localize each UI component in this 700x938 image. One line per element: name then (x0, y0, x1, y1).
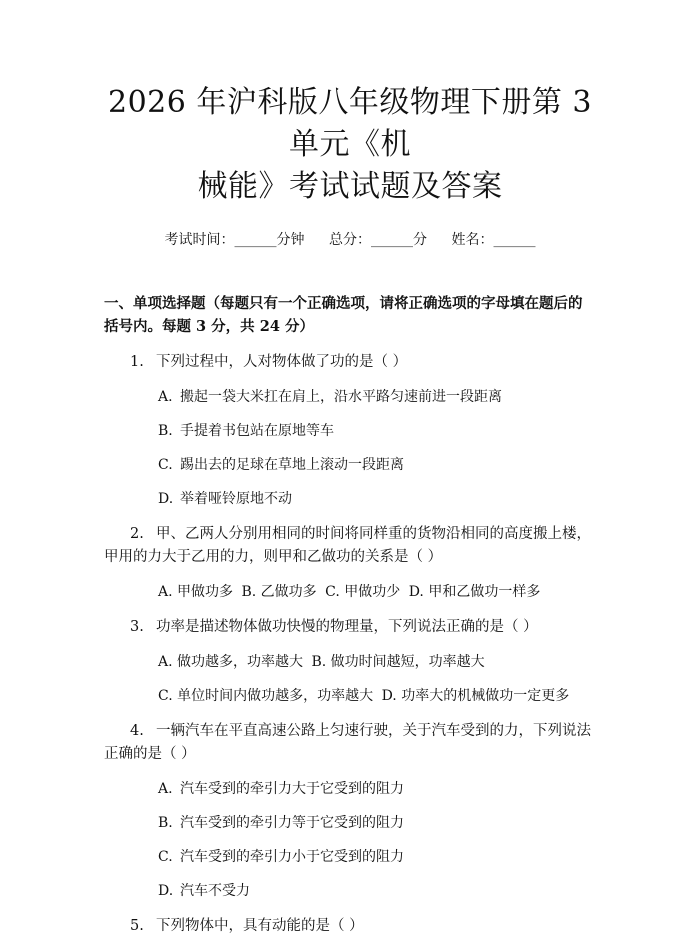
option-2a (158, 584, 233, 600)
question-text: 一辆汽车在平直高速公路上匀速行驶，关于汽车受到的力，下列说法正确的是（ ） (104, 723, 591, 762)
option-1b (104, 421, 596, 442)
option-row-3-2 (104, 686, 596, 707)
question-number: 2. (130, 526, 144, 542)
option-letter: D. (158, 883, 174, 899)
option-4d (104, 881, 596, 902)
option-text: 汽车受到的牵引力小于它受到的阻力 (180, 849, 404, 865)
option-1d (104, 489, 596, 510)
option-3b (311, 654, 484, 670)
option-text: 汽车不受力 (180, 883, 250, 899)
option-letter: B. (158, 423, 173, 439)
option-letter: D. (158, 491, 174, 507)
option-text: 汽车受到的牵引力大于它受到的阻力 (180, 781, 404, 797)
option-1a (104, 387, 596, 408)
exam-time-field: 考试时间：______分钟 (164, 232, 305, 248)
question-number: 4. (130, 723, 144, 739)
question-1 (104, 351, 596, 374)
question-5 (104, 915, 596, 938)
question-2 (104, 523, 596, 569)
option-row-3-1 (104, 652, 596, 673)
page-title (104, 0, 596, 208)
option-row-2 (104, 582, 596, 603)
option-letter: A. (158, 389, 173, 405)
option-4c (104, 847, 596, 868)
option-4b (104, 813, 596, 834)
question-text: 下列物体中，具有动能的是（ ） (156, 918, 364, 934)
title-line-1: 2026 年沪科版八年级物理下册第 3 单元《机 (107, 85, 592, 162)
option-letter: C. (158, 457, 173, 473)
option-letter: C. (158, 849, 173, 865)
option-text: 手提着书包站在原地等车 (180, 423, 334, 439)
option-text: 甲和乙做功一样多 (428, 584, 541, 600)
question-text: 功率是描述物体做功快慢的物理量，下列说法正确的是（ ） (156, 619, 538, 635)
option-letter: A. (158, 584, 173, 600)
option-text: 做功越多，功率越大 (177, 654, 304, 670)
option-letter: D. (408, 584, 424, 600)
option-letter: A. (158, 654, 173, 670)
question-number: 3. (130, 619, 144, 635)
option-letter: B. (311, 654, 327, 670)
exam-meta (104, 230, 596, 250)
option-letter: D. (381, 688, 397, 704)
option-text: 做功时间越短，功率越大 (330, 654, 485, 670)
option-text: 单位时间内做功越多，功率越大 (177, 688, 374, 704)
option-2c (325, 584, 400, 600)
option-text: 举着哑铃原地不动 (180, 491, 292, 507)
title-line-2: 械能》考试试题及答案 (197, 169, 503, 204)
student-name-field: 姓名：______ (451, 232, 536, 248)
option-1c (104, 455, 596, 476)
option-3a (158, 654, 303, 670)
option-text: 搬起一袋大米扛在肩上，沿水平路匀速前进一段距离 (180, 389, 502, 405)
question-4 (104, 720, 596, 766)
option-text: 乙做功多 (260, 584, 317, 600)
question-text: 甲、乙两人分别用相同的时间将同样重的货物沿相同的高度搬上楼，甲用的力大于乙用的力，则甲和乙做功的关系是（ ） (104, 526, 591, 565)
option-text: 功率大的机械做功一定更多 (401, 688, 570, 704)
option-letter: B. (241, 584, 257, 600)
option-letter: A. (158, 781, 173, 797)
option-3c (158, 688, 373, 704)
option-text: 甲做功少 (344, 584, 401, 600)
option-4a (104, 779, 596, 800)
question-number: 5. (130, 918, 144, 934)
question-number: 1. (130, 354, 144, 370)
option-text: 汽车受到的牵引力等于它受到的阻力 (180, 815, 404, 831)
option-letter: B. (158, 815, 173, 831)
option-text: 踢出去的足球在草地上滚动一段距离 (180, 457, 404, 473)
question-3 (104, 616, 596, 639)
option-2b (241, 584, 316, 600)
option-3d (382, 688, 570, 704)
total-score-field: 总分：______分 (329, 232, 427, 248)
section-heading-single-choice: 一、单项选择题（每题只有一个正确选项，请将正确选项的字母填在题后的括号内。每题 3 分，共 24 分） (104, 295, 583, 335)
option-2d (409, 584, 541, 600)
option-letter: C. (158, 688, 173, 704)
option-letter: C. (325, 584, 340, 600)
question-text: 下列过程中，人对物体做了功的是（ ） (156, 354, 408, 370)
option-text: 甲做功多 (177, 584, 234, 600)
